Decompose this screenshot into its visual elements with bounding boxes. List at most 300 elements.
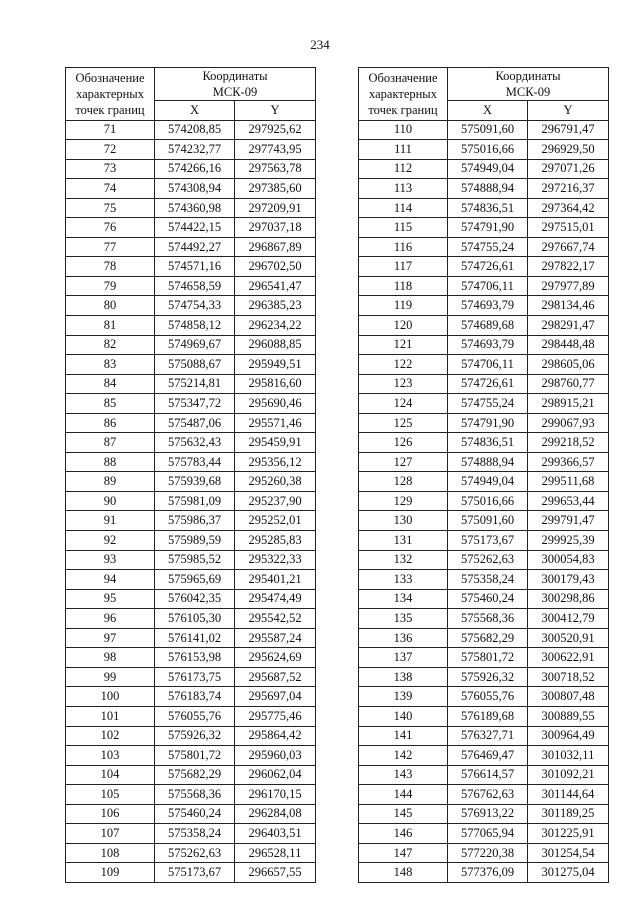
- y-coordinate-cell: 296284,08: [235, 804, 316, 824]
- y-coordinate-cell: 296929,50: [528, 140, 609, 160]
- x-coordinate-cell: 575262,63: [155, 843, 235, 863]
- point-number-cell: 116: [359, 237, 448, 257]
- table-row: [66, 746, 316, 766]
- point-number-cell: 112: [359, 159, 448, 179]
- point-number-cell: 88: [66, 452, 155, 472]
- y-coordinate-cell: 297563,78: [235, 159, 316, 179]
- table-row: [359, 355, 609, 375]
- x-coordinate-cell: 576105,30: [155, 609, 235, 629]
- x-coordinate-cell: 574755,24: [448, 394, 528, 414]
- x-coordinate-cell: 575214,81: [155, 374, 235, 394]
- x-coordinate-cell: 575926,32: [155, 726, 235, 746]
- table-row: [66, 550, 316, 570]
- point-number-cell: 75: [66, 198, 155, 218]
- x-coordinate-cell: 576183,74: [155, 687, 235, 707]
- point-number-cell: 102: [66, 726, 155, 746]
- point-number-cell: 122: [359, 355, 448, 375]
- x-coordinate-cell: 575487,06: [155, 413, 235, 433]
- table-row: [66, 785, 316, 805]
- table-row: [359, 726, 609, 746]
- table-row: [359, 609, 609, 629]
- table-row: [359, 746, 609, 766]
- point-number-cell: 142: [359, 746, 448, 766]
- point-number-cell: 126: [359, 433, 448, 453]
- y-coordinate-cell: 300054,83: [528, 550, 609, 570]
- x-coordinate-cell: 574754,33: [155, 296, 235, 316]
- x-coordinate-cell: 576327,71: [448, 726, 528, 746]
- point-number-cell: 115: [359, 218, 448, 238]
- x-coordinate-cell: 575358,24: [155, 824, 235, 844]
- point-number-cell: 107: [66, 824, 155, 844]
- table-row: [66, 667, 316, 687]
- table-row: [359, 765, 609, 785]
- y-coordinate-cell: 300179,43: [528, 570, 609, 590]
- header-line: Обозначение: [75, 70, 145, 85]
- x-coordinate-cell: 574755,24: [448, 237, 528, 257]
- x-coordinate-cell: 576189,68: [448, 706, 528, 726]
- table-row: [359, 628, 609, 648]
- y-column-header: Y: [235, 101, 316, 121]
- point-number-cell: 103: [66, 746, 155, 766]
- point-number-cell: 87: [66, 433, 155, 453]
- point-number-cell: 90: [66, 491, 155, 511]
- x-coordinate-cell: 574858,12: [155, 316, 235, 336]
- y-coordinate-cell: 299925,39: [528, 531, 609, 551]
- y-coordinate-cell: 295697,04: [235, 687, 316, 707]
- table-row: [66, 687, 316, 707]
- table-row: [66, 355, 316, 375]
- table-row: [66, 863, 316, 883]
- y-coordinate-cell: 298448,48: [528, 335, 609, 355]
- table-row: [359, 843, 609, 863]
- table-row: [359, 491, 609, 511]
- point-number-cell: 135: [359, 609, 448, 629]
- point-number-cell: 85: [66, 394, 155, 414]
- header-line: характерных: [369, 86, 437, 101]
- table-row: [66, 472, 316, 492]
- y-coordinate-cell: 295571,46: [235, 413, 316, 433]
- point-number-cell: 93: [66, 550, 155, 570]
- table-row: [66, 609, 316, 629]
- table-row: [359, 804, 609, 824]
- x-coordinate-cell: 574360,98: [155, 198, 235, 218]
- table-body: [66, 120, 316, 882]
- x-coordinate-cell: 576762,63: [448, 785, 528, 805]
- x-coordinate-cell: 574726,61: [448, 257, 528, 277]
- x-coordinate-cell: 575460,24: [155, 804, 235, 824]
- point-number-cell: 129: [359, 491, 448, 511]
- y-coordinate-cell: 297071,26: [528, 159, 609, 179]
- x-coordinate-cell: 575783,44: [155, 452, 235, 472]
- point-number-cell: 76: [66, 218, 155, 238]
- coordinates-table-right: [358, 67, 609, 883]
- table-row: [66, 198, 316, 218]
- table-row: [66, 374, 316, 394]
- point-number-cell: 128: [359, 472, 448, 492]
- y-coordinate-cell: 297667,74: [528, 237, 609, 257]
- x-coordinate-cell: 574422,15: [155, 218, 235, 238]
- point-number-cell: 106: [66, 804, 155, 824]
- y-coordinate-cell: 296541,47: [235, 276, 316, 296]
- x-coordinate-cell: 576055,76: [155, 706, 235, 726]
- x-coordinate-cell: 575682,29: [448, 628, 528, 648]
- table-row: [359, 179, 609, 199]
- point-number-cell: 111: [359, 140, 448, 160]
- y-coordinate-cell: 296385,23: [235, 296, 316, 316]
- point-number-cell: 109: [66, 863, 155, 883]
- x-coordinate-cell: 577376,09: [448, 863, 528, 883]
- y-coordinate-cell: 300964,49: [528, 726, 609, 746]
- point-number-cell: 100: [66, 687, 155, 707]
- point-number-cell: 108: [66, 843, 155, 863]
- y-coordinate-cell: 300520,91: [528, 628, 609, 648]
- point-number-cell: 91: [66, 511, 155, 531]
- point-number-cell: 110: [359, 120, 448, 140]
- x-coordinate-cell: 577220,38: [448, 843, 528, 863]
- y-coordinate-cell: 301254,54: [528, 843, 609, 863]
- point-number-cell: 125: [359, 413, 448, 433]
- point-number-cell: 78: [66, 257, 155, 277]
- y-coordinate-cell: 296528,11: [235, 843, 316, 863]
- table-row: [359, 257, 609, 277]
- y-coordinate-cell: 298134,46: [528, 296, 609, 316]
- point-number-cell: 74: [66, 179, 155, 199]
- point-number-cell: 130: [359, 511, 448, 531]
- point-number-cell: 99: [66, 667, 155, 687]
- point-designation-header: [66, 68, 155, 121]
- x-coordinate-cell: 575347,72: [155, 394, 235, 414]
- coordinates-table-left: [65, 67, 316, 883]
- y-coordinate-cell: 301225,91: [528, 824, 609, 844]
- x-coordinate-cell: 575016,66: [448, 140, 528, 160]
- x-coordinate-cell: 575926,32: [448, 667, 528, 687]
- table-row: [359, 667, 609, 687]
- x-coordinate-cell: 575985,52: [155, 550, 235, 570]
- point-number-cell: 114: [359, 198, 448, 218]
- x-coordinate-cell: 574969,67: [155, 335, 235, 355]
- point-number-cell: 137: [359, 648, 448, 668]
- table-row: [359, 374, 609, 394]
- y-coordinate-cell: 297037,18: [235, 218, 316, 238]
- point-number-cell: 144: [359, 785, 448, 805]
- table-row: [66, 804, 316, 824]
- y-coordinate-cell: 295474,49: [235, 589, 316, 609]
- point-number-cell: 95: [66, 589, 155, 609]
- x-coordinate-cell: 575262,63: [448, 550, 528, 570]
- x-coordinate-cell: 575016,66: [448, 491, 528, 511]
- table-row: [359, 863, 609, 883]
- x-coordinate-cell: 575091,60: [448, 511, 528, 531]
- point-number-cell: 136: [359, 628, 448, 648]
- point-number-cell: 105: [66, 785, 155, 805]
- point-number-cell: 97: [66, 628, 155, 648]
- table-row: [66, 413, 316, 433]
- y-coordinate-cell: 298605,06: [528, 355, 609, 375]
- table-row: [359, 570, 609, 590]
- point-number-cell: 132: [359, 550, 448, 570]
- table-row: [66, 726, 316, 746]
- x-coordinate-cell: 574726,61: [448, 374, 528, 394]
- point-number-cell: 147: [359, 843, 448, 863]
- x-coordinate-cell: 575568,36: [155, 785, 235, 805]
- x-coordinate-cell: 574658,59: [155, 276, 235, 296]
- point-number-cell: 143: [359, 765, 448, 785]
- y-coordinate-cell: 299511,68: [528, 472, 609, 492]
- point-number-cell: 89: [66, 472, 155, 492]
- x-coordinate-cell: 574208,85: [155, 120, 235, 140]
- table-row: [66, 316, 316, 336]
- y-coordinate-cell: 295775,46: [235, 706, 316, 726]
- x-coordinate-cell: 574888,94: [448, 452, 528, 472]
- y-coordinate-cell: 295542,52: [235, 609, 316, 629]
- y-coordinate-cell: 296403,51: [235, 824, 316, 844]
- y-coordinate-cell: 300412,79: [528, 609, 609, 629]
- table-row: [359, 550, 609, 570]
- table-row: [359, 120, 609, 140]
- x-coordinate-cell: 576141,02: [155, 628, 235, 648]
- point-number-cell: 80: [66, 296, 155, 316]
- point-number-cell: 84: [66, 374, 155, 394]
- y-coordinate-cell: 301092,21: [528, 765, 609, 785]
- y-coordinate-cell: 295252,01: [235, 511, 316, 531]
- page-number: 234: [310, 37, 330, 52]
- table-row: [359, 648, 609, 668]
- x-coordinate-cell: 575632,43: [155, 433, 235, 453]
- x-coordinate-cell: 575173,67: [155, 863, 235, 883]
- x-coordinate-cell: 575088,67: [155, 355, 235, 375]
- x-coordinate-cell: 574949,04: [448, 472, 528, 492]
- point-number-cell: 73: [66, 159, 155, 179]
- point-number-cell: 141: [359, 726, 448, 746]
- x-coordinate-cell: 575981,09: [155, 491, 235, 511]
- table-row: [66, 452, 316, 472]
- table-row: [359, 413, 609, 433]
- table-row: [66, 433, 316, 453]
- y-coordinate-cell: 295816,60: [235, 374, 316, 394]
- table-row: [359, 218, 609, 238]
- y-coordinate-cell: 295624,69: [235, 648, 316, 668]
- table-row: [359, 316, 609, 336]
- y-coordinate-cell: 295401,21: [235, 570, 316, 590]
- point-number-cell: 121: [359, 335, 448, 355]
- x-coordinate-cell: 576153,98: [155, 648, 235, 668]
- point-number-cell: 82: [66, 335, 155, 355]
- x-coordinate-cell: 575801,72: [155, 746, 235, 766]
- point-number-cell: 133: [359, 570, 448, 590]
- point-number-cell: 81: [66, 316, 155, 336]
- y-coordinate-cell: 301275,04: [528, 863, 609, 883]
- y-coordinate-cell: 300622,91: [528, 648, 609, 668]
- table-row: [66, 237, 316, 257]
- header-line: МСК-09: [505, 85, 551, 99]
- y-column-header: Y: [528, 101, 609, 121]
- point-number-cell: 86: [66, 413, 155, 433]
- table-row: [66, 296, 316, 316]
- header-line: характерных: [76, 86, 144, 101]
- table-row: [66, 648, 316, 668]
- point-number-cell: 140: [359, 706, 448, 726]
- table-row: [66, 706, 316, 726]
- x-coordinate-cell: 576042,35: [155, 589, 235, 609]
- y-coordinate-cell: 296791,47: [528, 120, 609, 140]
- table-row: [66, 159, 316, 179]
- x-coordinate-cell: 574308,94: [155, 179, 235, 199]
- table-row: [66, 824, 316, 844]
- table-row: [66, 140, 316, 160]
- y-coordinate-cell: 295587,24: [235, 628, 316, 648]
- y-coordinate-cell: 296867,89: [235, 237, 316, 257]
- y-coordinate-cell: 295960,03: [235, 746, 316, 766]
- y-coordinate-cell: 295322,33: [235, 550, 316, 570]
- x-coordinate-cell: 576469,47: [448, 746, 528, 766]
- x-coordinate-cell: 576055,76: [448, 687, 528, 707]
- table-row: [359, 452, 609, 472]
- header-line: точек границ: [368, 102, 438, 117]
- point-number-cell: 138: [359, 667, 448, 687]
- y-coordinate-cell: 299218,52: [528, 433, 609, 453]
- table-row: [66, 628, 316, 648]
- table-row: [66, 218, 316, 238]
- table-row: [66, 531, 316, 551]
- table-row: [359, 824, 609, 844]
- y-coordinate-cell: 295687,52: [235, 667, 316, 687]
- x-column-header: X: [448, 101, 528, 121]
- y-coordinate-cell: 298291,47: [528, 316, 609, 336]
- table-row: [66, 570, 316, 590]
- y-coordinate-cell: 297925,62: [235, 120, 316, 140]
- x-column-header: X: [155, 101, 235, 121]
- table-row: [359, 140, 609, 160]
- y-coordinate-cell: 297743,95: [235, 140, 316, 160]
- x-coordinate-cell: 576913,22: [448, 804, 528, 824]
- y-coordinate-cell: 298915,21: [528, 394, 609, 414]
- x-coordinate-cell: 574693,79: [448, 335, 528, 355]
- x-coordinate-cell: 575682,29: [155, 765, 235, 785]
- x-coordinate-cell: 574266,16: [155, 159, 235, 179]
- table-row: [66, 120, 316, 140]
- point-number-cell: 72: [66, 140, 155, 160]
- y-coordinate-cell: 295459,91: [235, 433, 316, 453]
- y-coordinate-cell: 297364,42: [528, 198, 609, 218]
- x-coordinate-cell: 575986,37: [155, 511, 235, 531]
- table-row: [66, 179, 316, 199]
- x-coordinate-cell: 574836,51: [448, 433, 528, 453]
- y-coordinate-cell: 299366,57: [528, 452, 609, 472]
- point-number-cell: 131: [359, 531, 448, 551]
- point-number-cell: 101: [66, 706, 155, 726]
- table-row: [359, 433, 609, 453]
- point-number-cell: 139: [359, 687, 448, 707]
- y-coordinate-cell: 297977,89: [528, 276, 609, 296]
- table-row: [359, 511, 609, 531]
- y-coordinate-cell: 296088,85: [235, 335, 316, 355]
- y-coordinate-cell: 301144,64: [528, 785, 609, 805]
- table-row: [359, 276, 609, 296]
- x-coordinate-cell: 575568,36: [448, 609, 528, 629]
- point-number-cell: 119: [359, 296, 448, 316]
- y-coordinate-cell: 296702,50: [235, 257, 316, 277]
- x-coordinate-cell: 574791,90: [448, 218, 528, 238]
- y-coordinate-cell: 295690,46: [235, 394, 316, 414]
- table-row: [66, 843, 316, 863]
- point-number-cell: 77: [66, 237, 155, 257]
- y-coordinate-cell: 295285,83: [235, 531, 316, 551]
- table-row: [359, 159, 609, 179]
- y-coordinate-cell: 301032,11: [528, 746, 609, 766]
- x-coordinate-cell: 575801,72: [448, 648, 528, 668]
- y-coordinate-cell: 298760,77: [528, 374, 609, 394]
- header-line: Координаты: [495, 69, 561, 83]
- point-number-cell: 124: [359, 394, 448, 414]
- x-coordinate-cell: 574232,77: [155, 140, 235, 160]
- point-number-cell: 148: [359, 863, 448, 883]
- x-coordinate-cell: 575965,69: [155, 570, 235, 590]
- x-coordinate-cell: 575989,59: [155, 531, 235, 551]
- table-row: [66, 589, 316, 609]
- point-number-cell: 123: [359, 374, 448, 394]
- x-coordinate-cell: 574689,68: [448, 316, 528, 336]
- table-row: [66, 276, 316, 296]
- x-coordinate-cell: 574706,11: [448, 355, 528, 375]
- y-coordinate-cell: 299791,47: [528, 511, 609, 531]
- x-coordinate-cell: 574706,11: [448, 276, 528, 296]
- table-row: [359, 706, 609, 726]
- x-coordinate-cell: 574888,94: [448, 179, 528, 199]
- point-number-cell: 120: [359, 316, 448, 336]
- x-coordinate-cell: 574492,27: [155, 237, 235, 257]
- point-number-cell: 145: [359, 804, 448, 824]
- y-coordinate-cell: 297216,37: [528, 179, 609, 199]
- y-coordinate-cell: 300807,48: [528, 687, 609, 707]
- point-number-cell: 71: [66, 120, 155, 140]
- point-designation-header: [359, 68, 448, 121]
- table-row: [359, 237, 609, 257]
- table-row: [359, 531, 609, 551]
- y-coordinate-cell: 295949,51: [235, 355, 316, 375]
- point-number-cell: 92: [66, 531, 155, 551]
- table-row: [66, 394, 316, 414]
- x-coordinate-cell: 575460,24: [448, 589, 528, 609]
- point-number-cell: 104: [66, 765, 155, 785]
- table-row: [66, 765, 316, 785]
- table-row: [359, 394, 609, 414]
- y-coordinate-cell: 297822,17: [528, 257, 609, 277]
- point-number-cell: 127: [359, 452, 448, 472]
- x-coordinate-cell: 574791,90: [448, 413, 528, 433]
- point-number-cell: 98: [66, 648, 155, 668]
- table-row: [359, 785, 609, 805]
- table-row: [359, 589, 609, 609]
- table-row: [66, 511, 316, 531]
- y-coordinate-cell: 295237,90: [235, 491, 316, 511]
- point-number-cell: 113: [359, 179, 448, 199]
- y-coordinate-cell: 295864,42: [235, 726, 316, 746]
- y-coordinate-cell: 300718,52: [528, 667, 609, 687]
- table-row: [359, 472, 609, 492]
- point-number-cell: 118: [359, 276, 448, 296]
- table-row: [66, 335, 316, 355]
- coordinates-header: [448, 68, 609, 101]
- point-number-cell: 146: [359, 824, 448, 844]
- x-coordinate-cell: 574571,16: [155, 257, 235, 277]
- y-coordinate-cell: 296657,55: [235, 863, 316, 883]
- coordinates-header: [155, 68, 316, 101]
- table-row: [359, 198, 609, 218]
- point-number-cell: 79: [66, 276, 155, 296]
- y-coordinate-cell: 296170,15: [235, 785, 316, 805]
- x-coordinate-cell: 576614,57: [448, 765, 528, 785]
- point-number-cell: 94: [66, 570, 155, 590]
